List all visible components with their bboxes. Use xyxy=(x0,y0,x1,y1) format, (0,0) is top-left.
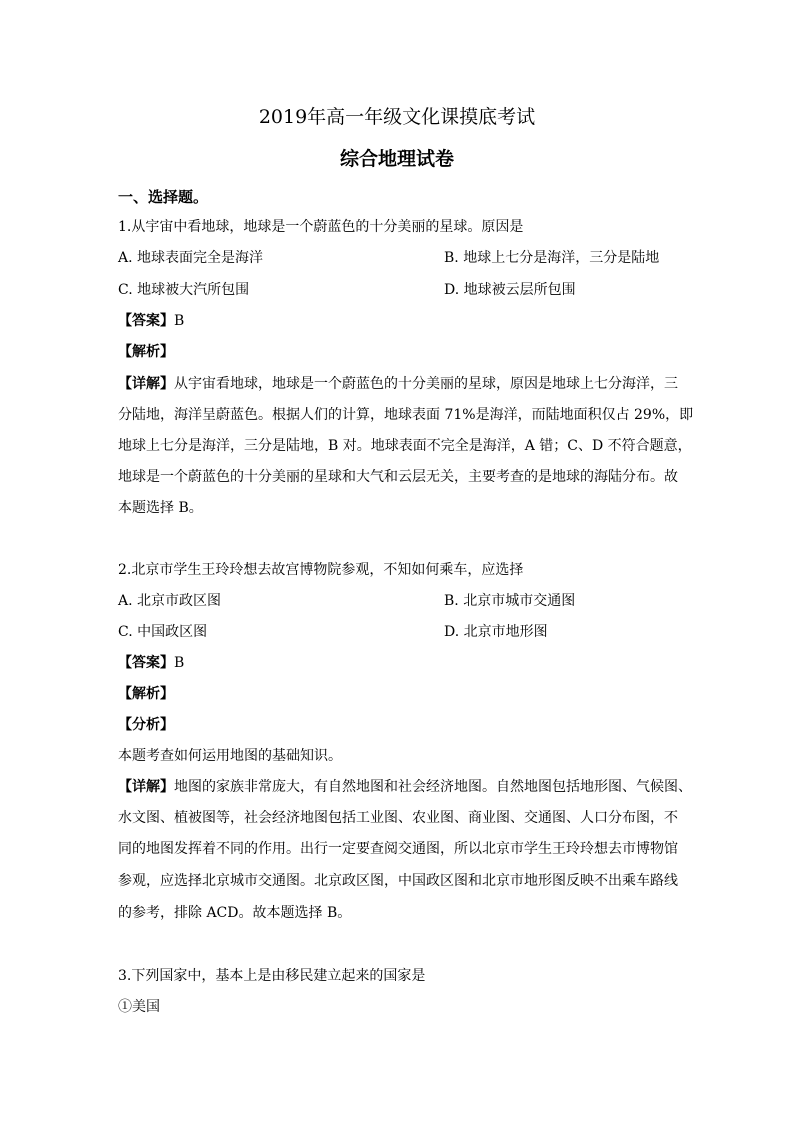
detail-text: 从宇宙看地球，地球是一个蔚蓝色的十分美丽的星球，原因是地球上七分海洋，三 xyxy=(174,376,678,392)
question-2-answer xyxy=(118,653,184,673)
question-2-option-d: D. 北京市地形图 xyxy=(444,624,548,640)
detail-tag: 【详解】 xyxy=(118,376,174,392)
question-1-stem: 1.从宇宙中看地球，地球是一个蔚蓝色的十分美丽的星球。原因是 xyxy=(118,219,524,235)
question-2-analysis-tag: 【解析】 xyxy=(118,686,174,702)
question-1-option-b: B. 地球上七分是海洋，三分是陆地 xyxy=(444,250,660,266)
question-1-analysis-tag: 【解析】 xyxy=(118,344,174,360)
answer-tag: 【答案】 xyxy=(118,313,174,329)
question-2-fenxi-tag: 【分析】 xyxy=(118,717,174,733)
exam-title: 2019年高一年级文化课摸底考试 xyxy=(258,106,536,128)
section-heading: 一、选择题。 xyxy=(118,188,209,206)
question-1-option-d: D. 地球被云层所包围 xyxy=(444,282,576,298)
question-3-item-1: ①美国 xyxy=(118,999,160,1015)
detail-tag: 【详解】 xyxy=(118,779,174,795)
question-1-option-c: C. 地球被大汽所包围 xyxy=(118,282,250,298)
question-1-detail-line-4: 地球是一个蔚蓝色的十分美丽的星球和大气和云层无关，主要考查的是地球的海陆分布。故 xyxy=(118,469,678,485)
question-1-detail-line-1 xyxy=(118,374,678,394)
question-2-detail-line-4: 参观，应选择北京城市交通图。北京政区图，中国政区图和北京市地形图反映不出乘车路线 xyxy=(118,873,678,889)
question-1-detail-line-2: 分陆地，海洋呈蔚蓝色。根据人们的计算，地球表面 71%是海洋，而陆地面积仅占 29%，即 xyxy=(118,407,694,423)
question-2-fenxi-text: 本题考查如何运用地图的基础知识。 xyxy=(118,748,342,764)
question-2-detail-line-2: 水文图、植被图等，社会经济地图包括工业图、农业图、商业图、交通图、人口分布图，不 xyxy=(118,810,678,826)
answer-tag: 【答案】 xyxy=(118,655,174,671)
question-1-option-a: A. 地球表面完全是海洋 xyxy=(118,250,264,266)
answer-value: B xyxy=(174,313,185,329)
question-2-option-c: C. 中国政区图 xyxy=(118,624,208,640)
question-2-detail-line-3: 同的地图发挥着不同的作用。出行一定要查阅交通图，所以北京市学生王玲玲想去市博物馆 xyxy=(118,841,678,857)
detail-text: 地图的家族非常庞大，有自然地图和社会经济地图。自然地图包括地形图、气候图、 xyxy=(174,779,692,795)
question-2-stem: 2.北京市学生王玲玲想去故宫博物院参观，不知如何乘车，应选择 xyxy=(118,562,524,578)
question-1-answer xyxy=(118,311,184,331)
question-2-detail-line-5: 的参考，排除 ACD。故本题选择 B。 xyxy=(118,905,352,921)
question-2-option-a: A. 北京市政区图 xyxy=(118,593,222,609)
question-1-detail-line-3: 地球上七分是海洋，三分是陆地，B 对。地球表面不完全是海洋，A 错；C、D 不符合题意， xyxy=(118,438,692,454)
question-2-option-b: B. 北京市城市交通图 xyxy=(444,593,576,609)
answer-value: B xyxy=(174,655,185,671)
question-2-detail-line-1 xyxy=(118,777,692,797)
question-1-detail-line-5: 本题选择 B。 xyxy=(118,500,203,516)
exam-subtitle: 综合地理试卷 xyxy=(339,148,454,170)
question-3-stem: 3.下列国家中，基本上是由移民建立起来的国家是 xyxy=(118,968,426,984)
